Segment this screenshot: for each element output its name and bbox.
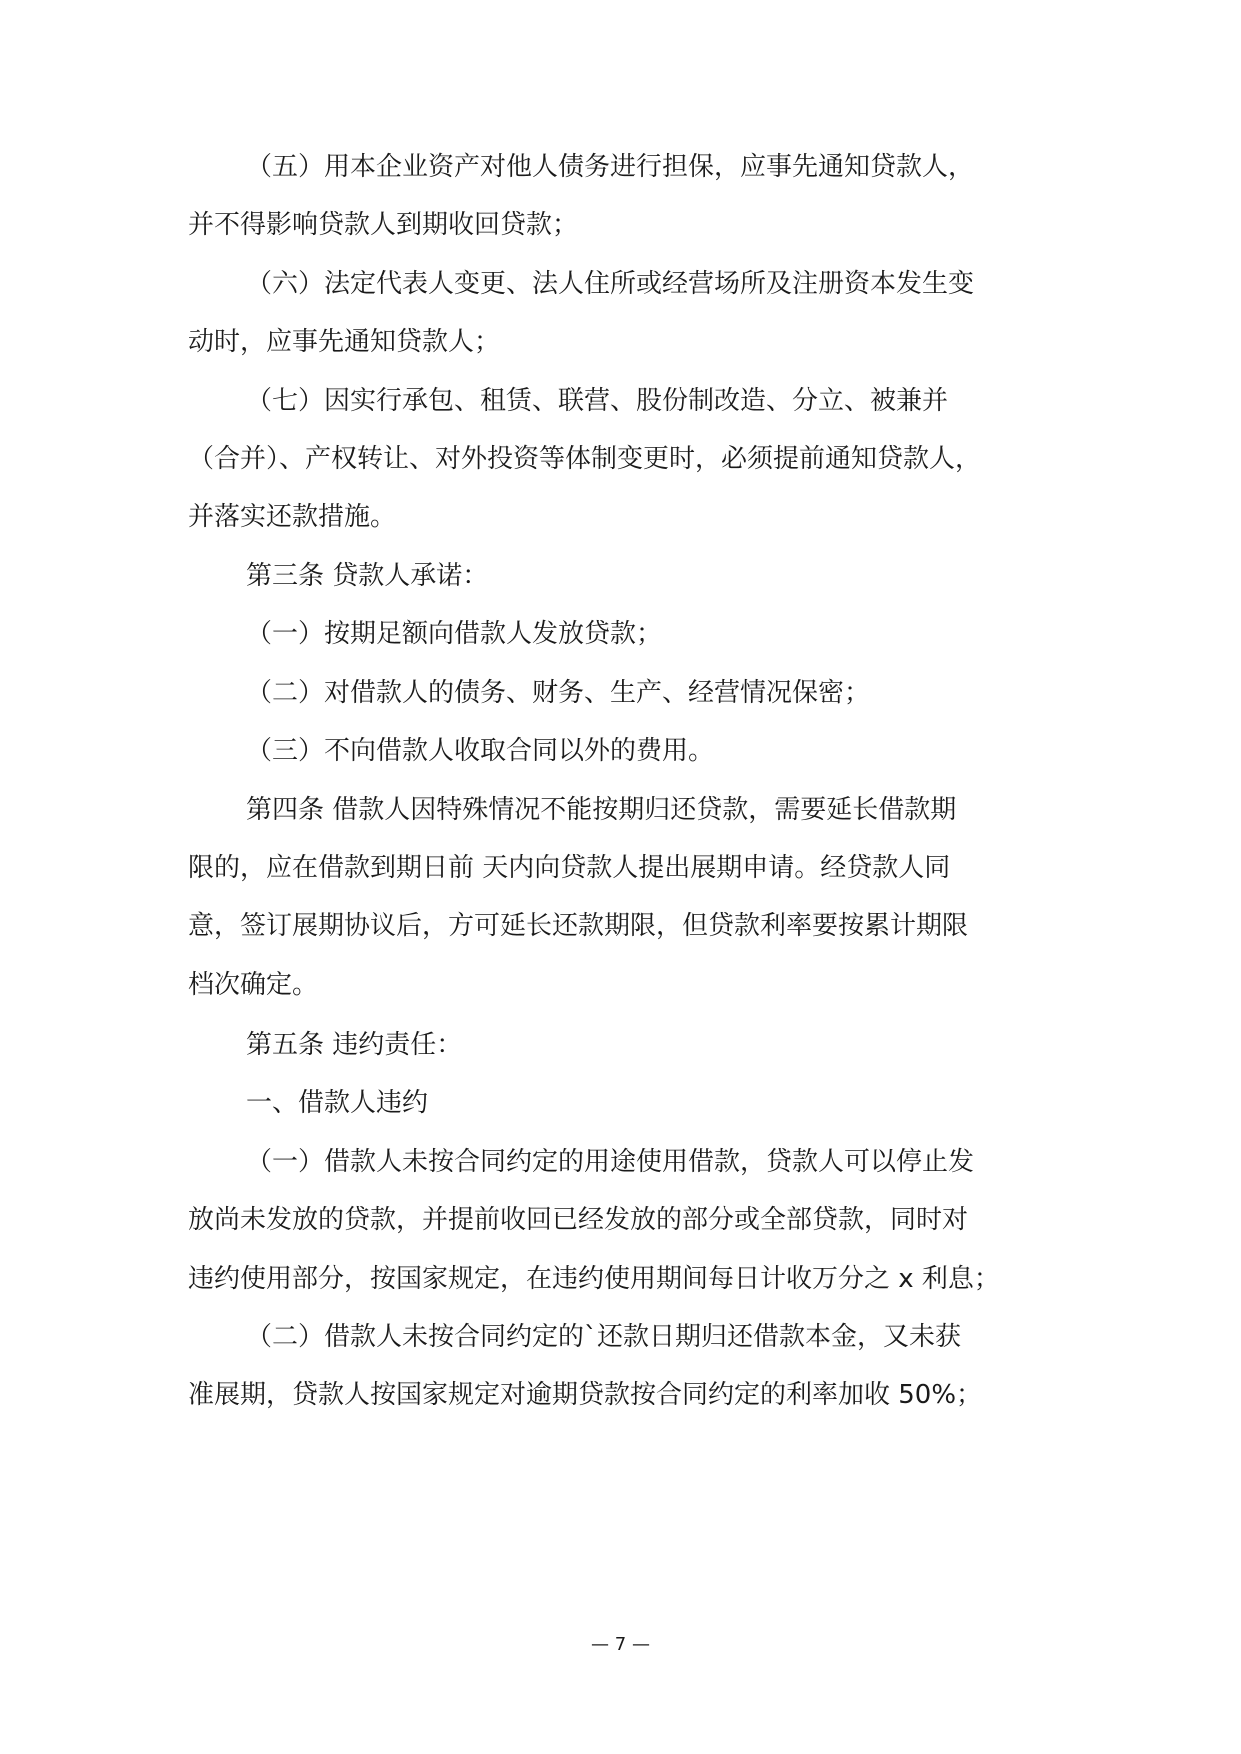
text-line: 放尚未发放的贷款，并提前收回已经发放的部分或全部贷款，同时对 xyxy=(188,1205,969,1235)
text-line: 准展期，贷款人按国家规定对逾期贷款按合同约定的利率加收 50%； xyxy=(188,1380,983,1410)
text-line: 意，签订展期协议后，方可延长还款期限，但贷款利率要按累计期限 xyxy=(188,911,969,941)
text-line: （合并）、产权转让、对外投资等体制变更时，必须提前通知贷款人， xyxy=(188,444,982,474)
text-line: 违约使用部分，按国家规定，在违约使用期间每日计收万分之 x 利息； xyxy=(188,1264,1000,1294)
text-line: 并落实还款措施。 xyxy=(188,502,397,532)
text-line: （二）对借款人的债务、财务、生产、经营情况保密； xyxy=(246,678,871,708)
text-line: （一）借款人未按合同约定的用途使用借款，贷款人可以停止发 xyxy=(246,1147,975,1177)
text-line: 档次确定。 xyxy=(188,970,319,1000)
text-line: 第五条 违约责任： xyxy=(246,1030,463,1060)
text-line: （二）借款人未按合同约定的`还款日期归还借款本金，又未获 xyxy=(246,1322,962,1352)
text-line: （七）因实行承包、租赁、联营、股份制改造、分立、被兼并 xyxy=(246,386,949,416)
text-line: （五）用本企业资产对他人债务进行担保，应事先通知贷款人， xyxy=(246,152,975,182)
text-line: （六）法定代表人变更、法人住所或经营场所及注册资本发生变 xyxy=(246,269,975,299)
text-line: 一、借款人违约 xyxy=(246,1088,429,1118)
text-line: （一）按期足额向借款人发放贷款； xyxy=(246,619,663,649)
text-line: 动时，应事先通知贷款人； xyxy=(188,327,501,357)
text-line: 并不得影响贷款人到期收回贷款； xyxy=(188,210,579,240)
text-line: 限的，应在借款到期日前 天内向贷款人提出展期申请。经贷款人同 xyxy=(188,853,951,883)
page-number: — 7 — xyxy=(591,1634,650,1655)
text-line: （三）不向借款人收取合同以外的费用。 xyxy=(246,736,715,766)
text-line: 第三条 贷款人承诺： xyxy=(246,561,489,591)
text-line: 第四条 借款人因特殊情况不能按期归还贷款，需要延长借款期 xyxy=(246,795,957,825)
